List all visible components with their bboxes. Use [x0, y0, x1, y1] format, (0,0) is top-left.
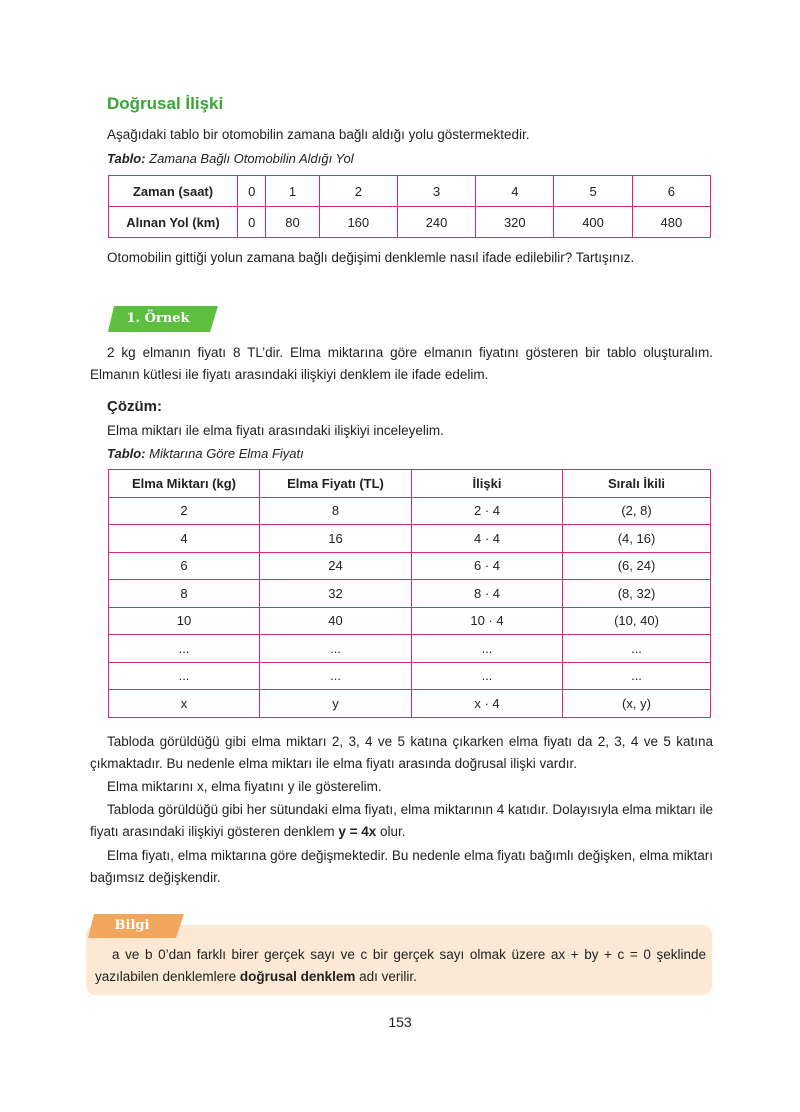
- table-cell: 2: [109, 497, 260, 525]
- table-cell: (x, y): [563, 690, 711, 718]
- table-row: [109, 635, 711, 663]
- table-cell: 240: [397, 207, 475, 238]
- table-row: [109, 580, 711, 608]
- table-cell: 4: [109, 525, 260, 553]
- section-title: Doğrusal İlişki: [107, 94, 224, 113]
- equation: y = 4x: [338, 824, 377, 839]
- table-row: [109, 176, 711, 207]
- table-cell: 16: [260, 525, 412, 553]
- example-tag-label: 1. Örnek: [126, 311, 190, 326]
- table-row: [109, 497, 711, 525]
- table-cell: 320: [476, 207, 554, 238]
- table-cell: ...: [412, 662, 563, 690]
- table-cell: 0: [238, 207, 266, 238]
- table-cell: 0: [238, 176, 266, 207]
- table-cell: x · 4: [412, 690, 563, 718]
- table-cell: (2, 8): [563, 497, 711, 525]
- table-row: [109, 662, 711, 690]
- table-cell: ...: [563, 662, 711, 690]
- table-cell: 160: [319, 207, 397, 238]
- table-cell: 4 · 4: [412, 525, 563, 553]
- table2-caption-text: Miktarına Göre Elma Fiyatı: [145, 446, 304, 461]
- table-cell: 32: [260, 580, 412, 608]
- row-header: Alınan Yol (km): [109, 207, 238, 238]
- table-cell: 2 · 4: [412, 497, 563, 525]
- table-cell: 6: [632, 176, 710, 207]
- table-cell: 6 · 4: [412, 552, 563, 580]
- table-cell: 8 · 4: [412, 580, 563, 608]
- table-cell: 5: [554, 176, 632, 207]
- table1-caption-label: Tablo:: [107, 151, 146, 166]
- time-distance-table: [108, 175, 711, 238]
- solution-title: Çözüm:: [107, 398, 162, 415]
- info-tag: [88, 914, 184, 938]
- table-cell: 400: [554, 207, 632, 238]
- table-cell: 8: [109, 580, 260, 608]
- example-tag: [108, 306, 216, 332]
- table-cell: 4: [476, 176, 554, 207]
- table-cell: 80: [266, 207, 319, 238]
- table-cell: (10, 40): [563, 607, 711, 635]
- table-row: [109, 207, 711, 238]
- discussion-question: Otomobilin gittiği yolun zamana bağlı değişimi denklemle nasıl ifade edilebilir? Tartışınız.: [107, 250, 635, 265]
- table-row: [109, 525, 711, 553]
- solution-paragraph-2: Elma miktarını x, elma fiyatını y ile gösterelim.: [107, 779, 382, 794]
- table-cell: x: [109, 690, 260, 718]
- table1-caption: [107, 148, 713, 170]
- table-row: [109, 607, 711, 635]
- table-cell: 8: [260, 497, 412, 525]
- column-header: Sıralı İkili: [563, 470, 711, 498]
- solution-paragraph-4: Elma fiyatı, elma miktarına göre değişmektedir. Bu nedenle elma fiyatı bağımlı değişken, elma miktarı bağımsız değişkendir.: [90, 848, 713, 885]
- table2-caption: [107, 443, 713, 465]
- row-header: Zaman (saat): [109, 176, 238, 207]
- table-cell: ...: [109, 662, 260, 690]
- info-text: [95, 944, 706, 988]
- table-cell: ...: [412, 635, 563, 663]
- table-cell: (6, 24): [563, 552, 711, 580]
- solution-paragraph-1: Tabloda görüldüğü gibi elma miktarı 2, 3, 4 ve 5 katına çıkarken elma fiyatı da 2, 3, 4 ve 5 katına çıkmaktadır. Bu nedenle elma miktarı ile elma fiyatı arasında doğrusal ilişki vardır.: [90, 734, 713, 771]
- apple-price-table: [108, 469, 711, 718]
- table-cell: (8, 32): [563, 580, 711, 608]
- table-cell: 6: [109, 552, 260, 580]
- info-text-end: adı verilir.: [355, 969, 417, 984]
- info-term: doğrusal denklem: [239, 969, 356, 984]
- table-cell: 3: [397, 176, 475, 207]
- table-cell: 10: [109, 607, 260, 635]
- p3-text: Tabloda görüldüğü gibi her sütundaki elma fiyatı, elma miktarının 4 katıdır. Dolayısıyla elma miktarı ile fiyatı arasındaki ilişkiyi gösteren denklem: [90, 802, 713, 839]
- table-cell: 24: [260, 552, 412, 580]
- p3-text-end: olur.: [376, 824, 406, 839]
- table2-caption-label: Tablo:: [107, 446, 146, 461]
- table-row: [109, 552, 711, 580]
- column-header: Elma Miktarı (kg): [109, 470, 260, 498]
- page-number: 153: [388, 1014, 412, 1030]
- table-cell: (4, 16): [563, 525, 711, 553]
- info-text-start: a ve b 0’dan farklı birer gerçek sayı ve c bir gerçek sayı olmak üzere ax + by + c = 0 şeklinde yazılabilen denklemlere: [95, 947, 706, 984]
- table-cell: ...: [109, 635, 260, 663]
- table-cell: 480: [632, 207, 710, 238]
- table-cell: 40: [260, 607, 412, 635]
- solution-paragraph-3: [90, 799, 713, 843]
- table-cell: 2: [319, 176, 397, 207]
- section-intro: Aşağıdaki tablo bir otomobilin zamana bağlı aldığı yolu göstermektedir.: [107, 127, 530, 142]
- table1-caption-text: Zamana Bağlı Otomobilin Aldığı Yol: [145, 151, 354, 166]
- solution-intro: Elma miktarı ile elma fiyatı arasındaki ilişkiyi inceleyelim.: [107, 423, 444, 438]
- example-text: 2 kg elmanın fiyatı 8 TL’dir. Elma miktarına göre elmanın fiyatını gösteren bir tablo oluşturalım. Elmanın kütlesi ile fiyatı arasındaki ilişkiyi denklem ile ifade edelim.: [90, 345, 713, 382]
- table-cell: 10 · 4: [412, 607, 563, 635]
- table-cell: ...: [260, 635, 412, 663]
- table-cell: ...: [260, 662, 412, 690]
- table-cell: 1: [266, 176, 319, 207]
- info-tag-label: Bilgi: [114, 918, 150, 933]
- column-header: Elma Fiyatı (TL): [260, 470, 412, 498]
- table-row: [109, 690, 711, 718]
- table-header-row: [109, 470, 711, 498]
- table-cell: y: [260, 690, 412, 718]
- table-cell: ...: [563, 635, 711, 663]
- column-header: İlişki: [412, 470, 563, 498]
